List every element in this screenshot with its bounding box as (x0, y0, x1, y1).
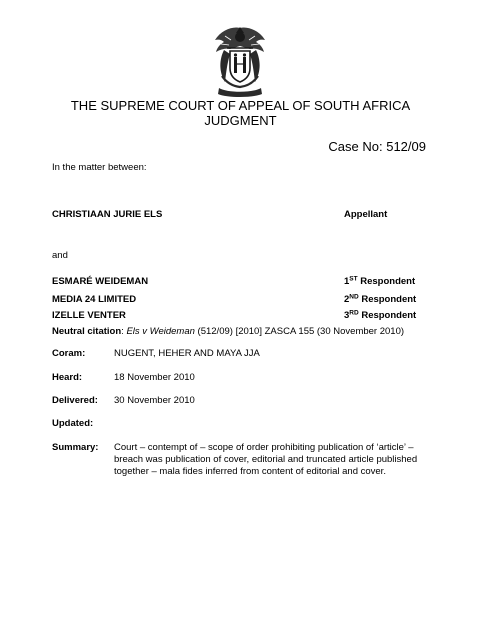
summary-line-1: Court – contempt of – scope of order prohibiting publication of ‘article’ – (114, 442, 414, 453)
heard-label: Heard: (52, 372, 83, 383)
heard-value: 18 November 2010 (114, 372, 195, 383)
matter-intro: In the matter between: (52, 162, 147, 173)
case-number: Case No: 512/09 (328, 139, 426, 154)
appellant-name: CHRISTIAAN JURIE ELS (52, 209, 163, 220)
and-text: and (52, 250, 68, 261)
respondent-1-name: ESMARÉ WEIDEMAN (52, 276, 149, 287)
summary-label: Summary: (52, 442, 99, 453)
coat-of-arms-icon (211, 24, 269, 98)
coram-label: Coram: (52, 348, 86, 359)
respondent-3-name: IZELLE VENTER (52, 310, 126, 321)
respondent-2-role: 2ND Respondent (344, 293, 417, 305)
delivered-value: 30 November 2010 (114, 395, 195, 406)
coram-value: NUGENT, HEHER AND MAYA JJA (114, 348, 260, 359)
document-type: JUDGMENT (204, 113, 277, 128)
court-title: THE SUPREME COURT OF APPEAL OF SOUTH AFRICA (70, 98, 411, 113)
delivered-label: Delivered: (52, 395, 98, 406)
summary-line-2: breach was publication of cover, editorial and truncated article published (114, 454, 418, 465)
summary-line-3: together – mala fides inferred from content of editorial and cover. (114, 466, 386, 477)
respondent-2-name: MEDIA 24 LIMITED (52, 294, 137, 305)
updated-label: Updated: (52, 418, 94, 429)
respondent-1-role: 1ST Respondent (344, 275, 416, 287)
appellant-role: Appellant (344, 209, 388, 220)
respondent-3-role: 3RD Respondent (344, 309, 417, 321)
neutral-citation: Neutral citation: Els v Weideman (512/09) [2010] ZASCA 155 (30 November 2010) (52, 326, 405, 337)
